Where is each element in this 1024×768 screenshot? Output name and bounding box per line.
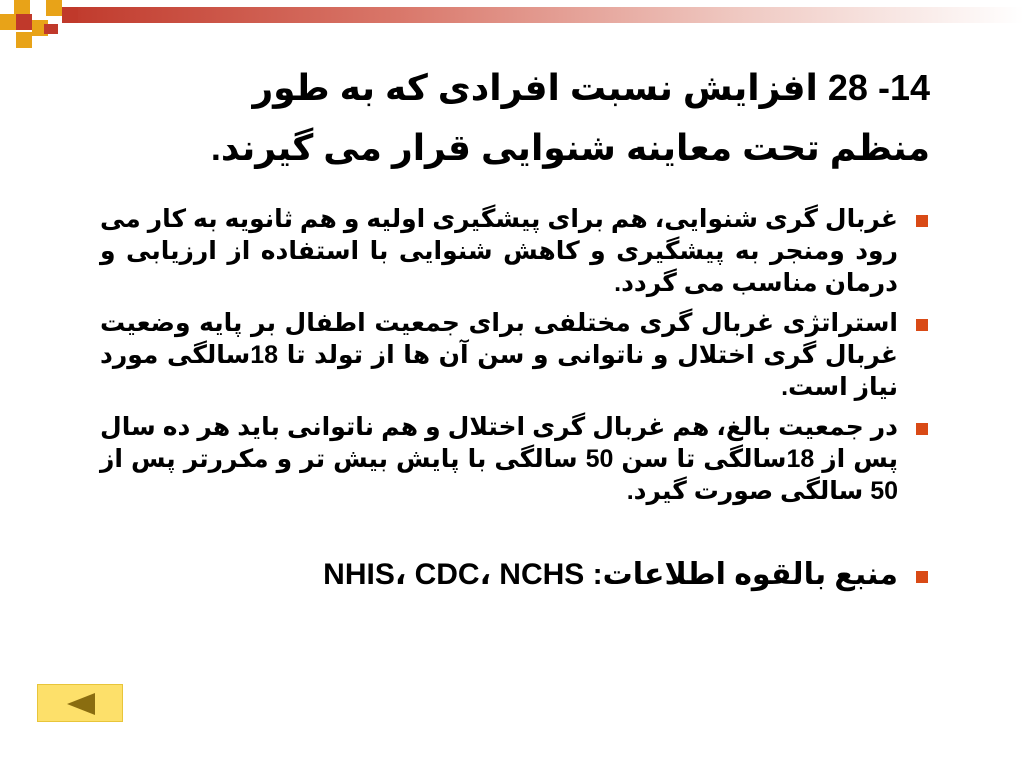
bullet-list: [100, 203, 930, 603]
bullet-square-icon: [916, 423, 928, 435]
list-item: [100, 555, 930, 595]
header-decoration-bar: [62, 7, 1024, 23]
bullet-text: غربال گری شنوایی، هم برای پیشگیری اولیه و هم ثانویه به کار می رود ومنجر به پیشگیری و کاهش شنوایی با استفاده از ارزیابی و درمان مناسب می گردد.: [100, 205, 898, 297]
bullet-text: منبع بالقوه اطلاعات: NHIS، CDC، NCHS: [323, 558, 898, 591]
list-item: [100, 203, 930, 299]
bullet-text: در جمعیت بالغ، هم غربال گری اختلال و هم ناتوانی باید هر ده سال پس از 18سالگی تا سن 50 سالگی با پایش بیش تر و مکررتر پس از 50 سالگی صورت گیرد.: [100, 413, 898, 505]
list-item: [100, 307, 930, 403]
back-button[interactable]: [37, 684, 123, 722]
triangle-left-icon: [66, 692, 96, 716]
slide-title: 14- 28 افزایش نسبت افرادی که به طور منظم تحت معاینه شنوایی قرار می گیرند.: [210, 67, 930, 168]
list-item: [100, 411, 930, 507]
bullet-text: استراتژی غربال گری مختلفی برای جمعیت اطفال بر پایه وضعیت غربال گری اختلال و ناتوانی و سن آن ها از تولد تا 18سالگی مورد نیاز است.: [100, 309, 898, 401]
bullet-square-icon: [916, 215, 928, 227]
bullet-square-icon: [916, 571, 928, 583]
bullet-square-icon: [916, 319, 928, 331]
